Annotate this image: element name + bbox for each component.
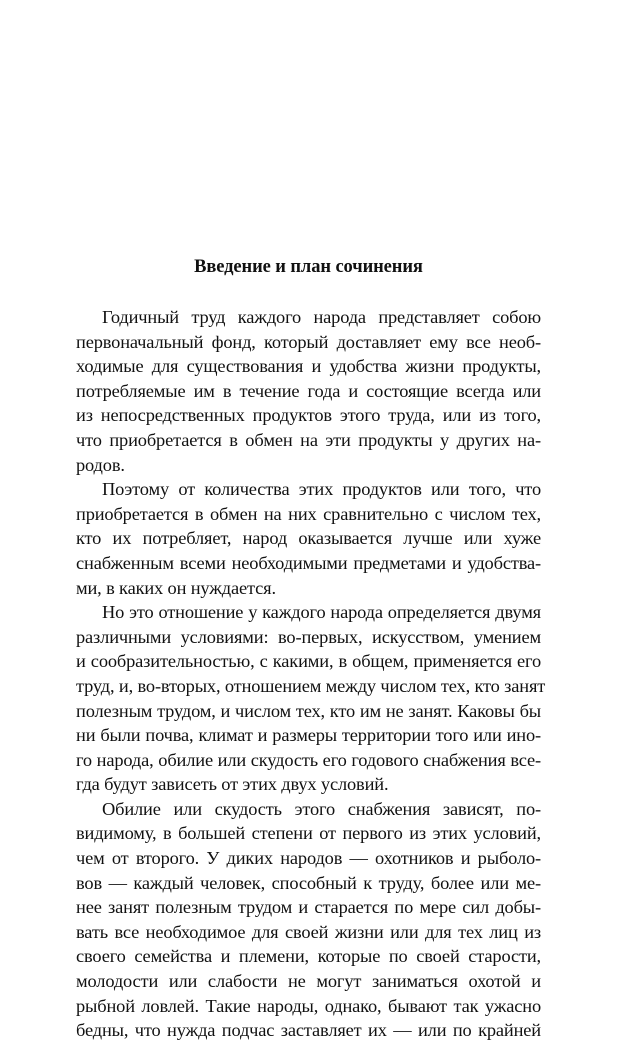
text-line: родов.	[76, 454, 125, 475]
text-line: снабженным всеми необходимыми предметами и удобства-	[76, 552, 541, 573]
text-line: первоначальный фонд, который доставляет ему все необ-	[76, 331, 541, 352]
text-line: Но это отношение у каждого народа определяется двумя	[102, 602, 541, 623]
text-line: ни были почва, климат и размеры территории того или ино-	[76, 725, 541, 746]
chapter-title: Введение и план сочинения	[194, 257, 423, 277]
paragraph-1	[76, 305, 541, 477]
text-line: гда будут зависеть от этих двух условий.	[76, 774, 389, 795]
text-line: кто их потребляет, народ оказывается лучше или хуже	[76, 528, 541, 549]
text-line: различными условиями: во-первых, искусством, умением	[76, 626, 541, 647]
text-line: нее занят полезным трудом и старается по мере сил добы-	[76, 897, 541, 918]
text-line: вов — каждый человек, способный к труду, более или ме-	[76, 872, 541, 893]
text-line: своего семейства и племени, которые по своей старости,	[76, 946, 541, 967]
text-line: бедны, что нужда подчас заставляет их — или по крайней	[76, 1020, 541, 1041]
paragraph-3	[76, 600, 546, 797]
text-line: молодости или слабости не могут заниматься охотой и	[76, 971, 541, 992]
text-line: из непосредственных продуктов этого труда, или из того,	[76, 405, 541, 426]
text-line: Поэтому от количества этих продуктов или того, что	[102, 479, 541, 500]
text-line: ми, в каких он нуждается.	[76, 577, 276, 598]
text-line: Годичный труд каждого народа представляет собою	[102, 307, 541, 327]
text-line: и сообразительностью, с какими, в общем, применяется его	[76, 651, 541, 672]
paragraph-2	[76, 477, 541, 600]
text-line: чем от второго. У диких народов — охотников и рыболо-	[76, 848, 541, 869]
text-line: Обилие или скудость этого снабжения зависят, по-	[102, 798, 541, 819]
text-line: что приобретается в обмен на эти продукты у других на-	[76, 429, 541, 450]
text-line: ходимые для существования и удобства жизни продукты,	[76, 356, 541, 377]
paragraph-4	[76, 797, 541, 1043]
text-line: потребляемые им в течение года и состоящие всегда или	[76, 380, 541, 401]
text-line: вать все необходимое для своей жизни или для тех лиц из	[76, 921, 541, 942]
text-line: труд, и, во-вторых, отношением между числом тех, кто занят	[76, 675, 546, 696]
text-line: полезным трудом, и числом тех, кто им не занят. Каковы бы	[76, 700, 541, 721]
book-page	[76, 255, 546, 1043]
text-line: видимому, в большей степени от первого из этих условий,	[76, 823, 541, 844]
text-line: рыбной ловлей. Такие народы, однако, бывают так ужасно	[76, 995, 541, 1016]
text-line: приобретается в обмен на них сравнительно с числом тех,	[76, 503, 541, 524]
text-line: го народа, обилие или скудость его годового снабжения все-	[76, 749, 541, 770]
